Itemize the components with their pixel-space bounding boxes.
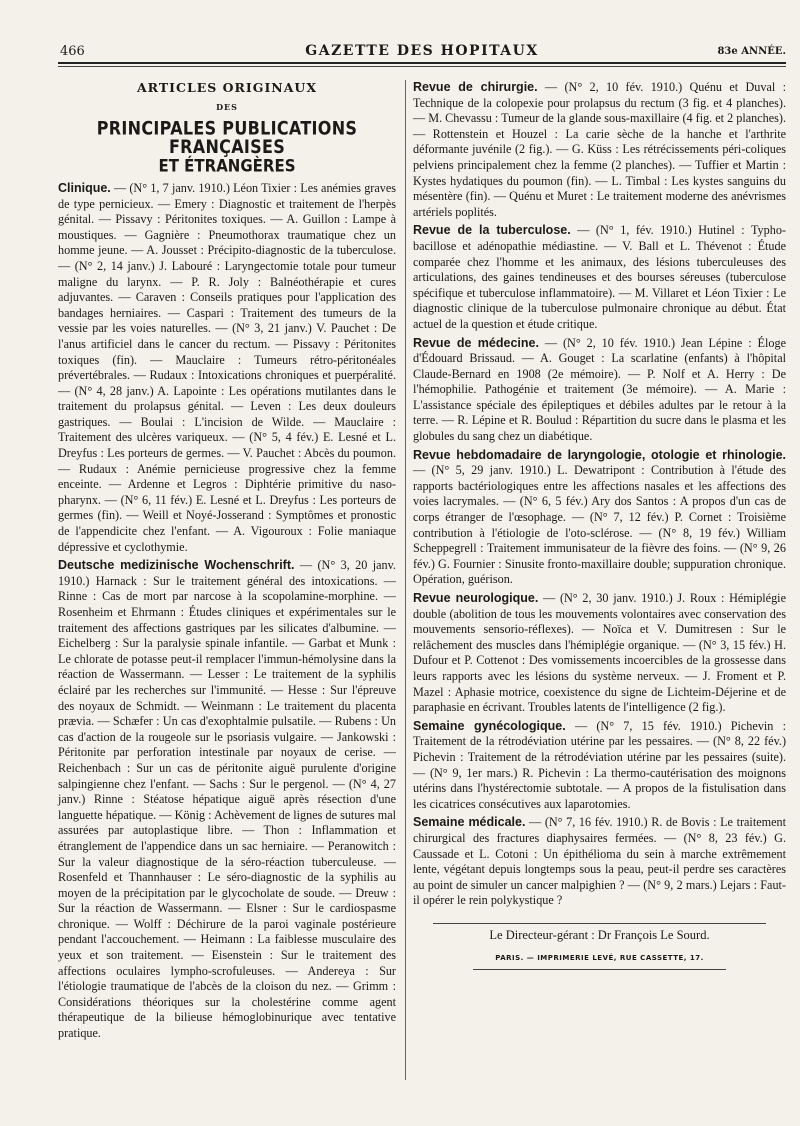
column-divider — [405, 80, 406, 1080]
paragraph-semaine-medicale — [413, 815, 786, 909]
paragraph-text: — (N° 7, 16 fév. 1910.) R. de Bovis : Le traitement chirurgical des fractures diaphysaires fermées. — (N° 8, 23 fév.) G. Caussade et L. Cotoni : Un épithélioma du sein à marche extrêmement lente, végétant depuis longtemps sous la peau, peut-il perdre ses caractères au point de simuler un cancer malpighien ? — (N° 9, 2 mars.) Lejars : Faut-il opérer le rein polykystique ? — [413, 815, 786, 908]
paragraph-heading: Revue hebdomadaire de laryngologie, otologie et rhinologie. — [413, 447, 786, 462]
paragraph-heading: Revue de la tuberculose. — [413, 223, 571, 238]
journal-title: GAZETTE DES HOPITAUX — [305, 43, 539, 59]
paragraph-text: — (N° 3, 20 janv. 1910.) Harnack : Sur le traitement général des intoxications. — Rinne : Cas de mort par narcose à la scopolamine-morphine. — Rosenheim et Ehrmann : Études cliniques et expérimentales sur le traitement des affections gastriques par les silicates d'albumine. — Eichelberg : Sur la paralysie spinale infantile. — Garbat et Munk : Le chlorate de potasse peut-il remplacer l'immun-hémolysine dans la réaction de Wassermann. — Lesser : Le traitement de la syphilis éclairé par les recherches sur l'immunité. — Hesse : Sur l'épreuve des noyaux de Schmidt. — Weinmann : Le traitement du placenta prævia. — Schæfer : Un cas d'exophtalmie pulsatile. — Rubens : Un cas d'action de la rougeole sur le psoriasis vulgaire. — Jankowski : Péritonite par perforation intestinale par noyaux de cerise. — Reichenbach : Sur un cas de péritonite aiguë purulente d'origine salpingienne chez l'enfant. — Sachs : Sur le pergenol. — (N° 4, 27 janv.) Rinne : Stéatose hépatique aiguë après résection d'une languette hépatique. — König : Achèvement de lignes de sutures mal assurées par autoplastique libre. — Thon : Inflammation et étranglement de l'appendice dans un sac herniaire. — Peranowitch : Sur la valeur diagnostique de la séro-réaction tuberculeuse. — Rosenfeld et Thannhauser : Le séro-diagnostic de la syphilis au moyen de la précipitation par le glycocholate de soude. — Dreuw : Sur la réaction de Wassermann. — Elsner : Sur le cardiospasme chronique. — Wolff : Déchirure de la paroi vaginale postérieure pendant l'accouchement. — Heimann : La faiblesse musculaire des yeux et son traitement. — Eisenstein : Sur le traitement des affections oculaires lympho-scrofuleuses. — Andereya : Sur l'étiologie traumatique de l'abcès de la cloison du nez. — Grimm : Considérations théoriques sur la cholestérine comme agent thérapeutique de la bilieuse hémoglobinurique avec tentative pratique. — [58, 558, 396, 1041]
paragraph-heading: Revue de chirurgie. — [413, 80, 538, 94]
paragraph-heading: Semaine médicale. — [413, 815, 526, 830]
paragraph-clinique — [58, 181, 396, 555]
left-column — [58, 80, 396, 1042]
paragraph-revue-de-medecine — [413, 336, 786, 445]
printer-rule — [473, 969, 726, 970]
paragraph-revue-de-chirurgie — [413, 80, 786, 220]
paragraph-heading: Revue neurologique. — [413, 591, 539, 605]
printer-imprint: PARIS. — IMPRIMERIE LEVÉ, RUE CASSETTE, 17. — [495, 954, 704, 963]
paragraph-heading: Revue de médecine. — [413, 335, 539, 350]
right-column — [413, 80, 786, 970]
paragraph-text: — (N° 1, 7 janv. 1910.) Léon Tixier : Les anémies graves de type pernicieux. — Emery : Diagnostic et traitement de l'herpès génital. — Pissavy : Péritonites toxiques. — A. Guillon : Lampe à moustiques. — Gagnière : Pneumothorax traumatique chez un homme jeune. — A. Jousset : Précipito-diagnostic de la tuberculose. — (N° 2, 14 janv.) J. Labouré : Laryngectomie totale pour tumeur maligne du larynx. — P. R. Joly : Balnéothérapie et cures adjuvantes. — Caraven : Conseils pratiques pour l'application des bandages herniaires. — Caspari : Traitement des tumeurs de la vessie par les voies naturelles. — (N° 3, 21 janv.) V. Pauchet : De l'anus artificiel dans le cancer du rectum. — Pissavy : Péritonites toxiques (fin). — Mauclaire : Tumeurs rétro-péritonéales prévertébrales. — Rudaux : Intoxications chroniques et puerpéralité. — (N° 4, 28 janv.) A. Lapointe : Les opérations mutilantes dans le traitement du prolapsus génital. — Leven : Les deux douleurs gastriques. — Boulai : L'incision de Wilde. — Mauclaire : Traitement des ulcères variqueux. — (N° 5, 4 fév.) E. Lesné et L. Dreyfus : Les porteurs de germes. — V. Pauchet : Abcès du poumon. — Rudaux : Anémie pernicieuse progressive chez la femme enceinte. — Ardenne et Legros : Diphtérie primitive du naso-pharynx. — (N° 6, 11 fév.) E. Lesné et L. Dreyfus : Les porteurs de germes (fin). — Weill et Noyé-Josserand : Symptômes et pronostic de l'appendicite chez l'enfant. — A. Vigouroux : Folie maniaque dépressive et cyclothymie. — [58, 180, 396, 554]
page-number: 466 — [60, 44, 85, 59]
paragraph-text: — (N° 5, 29 janv. 1910.) L. Dewatripont : Contribution à l'étude des rapports bactériologiques entre les affections nasales et les affections des voies lacrymales. — (N° 6, 5 fév.) Ary dos Santos : A propos d'un cas de corps étranger de l'œsophage. — (N° 7, 12 fév.) P. Cornet : Troisième contribution à l'étiologie de l'oto-sclérose. — (N° 8, 19 fév.) William Scheppegrell : Traitement immunisateur de la fièvre des foins. — (N° 9, 26 fév.) G. Fournier : Sinusite fronto-maxillaire double; suppuration chronique. Opération, guérison. — [413, 463, 786, 587]
header-rule-thick — [58, 62, 786, 64]
page-header — [58, 42, 786, 64]
section-title-line-4: ET ÉTRANGÈRES — [158, 155, 296, 177]
section-title-line-3: PRINCIPALES PUBLICATIONS FRANÇAISES — [96, 117, 358, 158]
paragraph-revue-hebdomadaire-laryngologie — [413, 448, 786, 588]
paragraph-text: — (N° 2, 30 janv. 1910.) J. Roux : Hémiplégie double (abolition de tous les mouvements volontaires avec conservation des mouvements sensorio-réflexes). — Noïca et V. Dumitresen : Sur le relâchement des muscles dans l'hémiplégie organique. — (N° 3, 15 fév.) H. Dufour et P. Cottenot : Des vomissements incoercibles de la grossesse dans leurs rapports avec les lésions du système nerveux. — J. Froment et P. Mazel : Aphasie motrice, coexistence du signe de Lichteim-Déjerine et de paraphasie en écrivant. Troubles latents de l'intelligence (2 fig.). — [413, 591, 786, 715]
header-rule-thin — [58, 66, 786, 67]
paragraph-semaine-gynecologique — [413, 719, 786, 813]
paragraph-heading: Clinique. — [58, 180, 111, 195]
paragraph-deutsche-medizinische-wochenschrift — [58, 558, 396, 1041]
paragraph-text: — (N° 1, fév. 1910.) Hutinel : Typho-bacillose et adénopathie médiastine. — V. Ball et L. Thévenot : Étude comparée chez l'homme et les animaux, des lésions tuberculeuses des articulations, des gaines tendineuses et des bourses séreuses (tuberculose spécifique et tuberculose inflammatoire). — M. Villaret et Léon Tixier : Le diagnostic clinique de la tuberculose pulmonaire chronique au début. État actuel de la question et étude critique. — [413, 223, 786, 331]
paragraph-revue-neurologique — [413, 591, 786, 716]
paragraph-revue-de-la-tuberculose — [413, 223, 786, 332]
year-label: 83e ANNÉE. — [717, 46, 786, 57]
paragraph-heading: Deutsche medizinische Wochenschrift. — [58, 558, 295, 573]
director-signature: Le Directeur-gérant : Dr François Le Sourd. — [489, 927, 710, 942]
paragraph-text: — (N° 2, 10 fév. 1910.) Jean Lépine : Éloge d'Édouard Brissaud. — A. Gouget : La scarlatine (enfants) à l'hôpital Claude-Bernard en 1908 (2e mémoire). — P. Nolf et A. Herry : De l'hémophilie. Pathogénie et traitement (3e mémoire). — A. Marie : L'assistance spéciale des épileptiques et débiles adultes par le retour à la terre. — R. Lépine et R. Boulud : Répartition du sucre dans le plasma et les globules du sang chez un diabétique. — [413, 335, 786, 444]
paragraph-text: — (N° 2, 10 fév. 1910.) Quénu et Duval : Technique de la colopexie pour prolapsus du rectum (3 fig. et 4 planches). — M. Chevassu : Tumeur de la glande sous-maxillaire (4 fig. et 2 planches). — Rottenstein et Houzel : La carie sèche de la hanche et l'arthrite déformante juvénile (2 fig.). — G. Küss : Les rétrécissements péri-coliques pelviens principalement chez la femme (2 planches). — Tuffier et Martin : Kystes hydatiques du poumon (fin). — L. Timbal : Les kystes sanguins du mésentère (fin). — Quénu et Muret : Le traitement moderne des anévrismes artériels poplités. — [413, 80, 787, 219]
section-title — [58, 80, 396, 175]
paragraph-text: — (N° 7, 15 fév. 1910.) Pichevin : Traitement de la rétrodéviation utérine par les pessaires. — (N° 8, 22 fév.) Pichevin : Traitement de la rétrodéviation utérine par les pessaires (suite). — (N° 9, 1er mars.) R. Pichevin : La thermo-cautérisation des moignons utérins dans l'hystérectomie subtotale. — A propos de la fistulisation dans les cicatrices consécutives aux laparotomies. — [413, 718, 786, 811]
section-title-line-2: DES — [216, 101, 238, 112]
section-title-line-1: ARTICLES ORIGINAUX — [136, 80, 318, 95]
footer-rule — [433, 923, 766, 924]
paragraph-heading: Semaine gynécologique. — [413, 718, 566, 733]
